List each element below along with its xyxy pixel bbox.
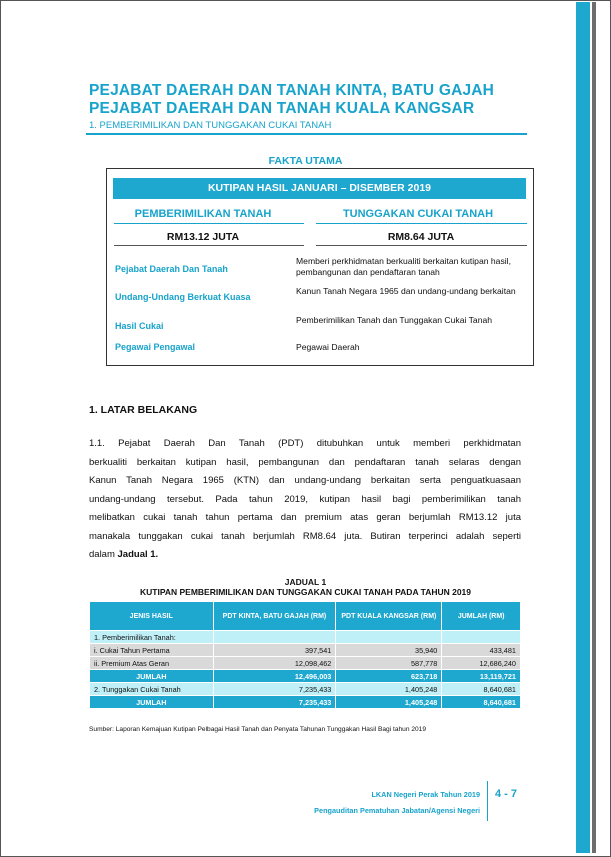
table-cell: 13,119,721 <box>442 670 521 683</box>
table-caption-number: JADUAL 1 <box>284 577 327 587</box>
table-cell: 587,778 <box>336 657 442 670</box>
table-caption-title: KUTIPAN PEMBERIMILIKAN DAN TUNGGAKAN CUKAI TANAH PADA TAHUN 2019 <box>139 587 472 597</box>
revenue-table <box>89 601 521 709</box>
section-heading: 1. LATAR BELAKANG <box>89 404 198 416</box>
table-row <box>90 683 521 696</box>
para-line: 1.1. Pejabat Daerah Dan Tanah (PDT) ditubuhkan untuk memberi perkhidmatan <box>89 438 521 449</box>
table-cell-label: i. Cukai Tahun Pertama <box>90 644 214 657</box>
header-rule <box>86 133 527 135</box>
table-cell <box>213 631 336 644</box>
fakta-left-heading: PEMBERIMILIKAN TANAH <box>134 208 272 220</box>
table-cell: 7,235,433 <box>213 696 336 709</box>
fact-value-pdt: Memberi perkhidmatan berkualiti berkaitan kutipan hasil, pembangunan dan pendaftaran tanah <box>296 256 511 277</box>
para-line: Kanun Tanah Negara 1965 (KTN) dan undang-undang berkaitan serta penguatkuasaan <box>89 475 521 486</box>
fact-value-undang: Kanun Tanah Negara 1965 dan undang-undang berkaitan <box>296 286 516 296</box>
table-cell-label: 1. Pemberimilikan Tanah: <box>90 631 214 644</box>
table-cell: 7,235,433 <box>213 683 336 696</box>
table-header-cell: JUMLAH (RM) <box>442 602 521 631</box>
fact-label-undang: Undang-Undang Berkuat Kuasa <box>115 292 251 302</box>
table-cell <box>336 631 442 644</box>
jadual-reference: Jadual 1. <box>117 549 159 560</box>
table-row <box>90 657 521 670</box>
table-cell-label: JUMLAH <box>90 670 214 683</box>
table-cell: 623,718 <box>336 670 442 683</box>
side-accent-bar <box>576 2 590 853</box>
fact-label-hasil: Hasil Cukai <box>115 321 164 331</box>
para-last-prefix: dalam <box>89 549 118 560</box>
fact-label-pegawai: Pegawai Pengawal <box>115 342 196 352</box>
table-cell: 12,098,462 <box>213 657 336 670</box>
table-cell-label: ii. Premium Atas Geran <box>90 657 214 670</box>
fact-label-pdt: Pejabat Daerah Dan Tanah <box>115 264 228 274</box>
fakta-left-rule2 <box>114 245 304 246</box>
table-cell <box>442 631 521 644</box>
side-shadow <box>592 2 596 853</box>
table-row <box>90 631 521 644</box>
table-cell-label: JUMLAH <box>90 696 214 709</box>
table-cell: 1,405,248 <box>336 683 442 696</box>
table-source: Sumber: Laporan Kemajuan Kutipan Pelbagai Hasil Tanah dan Penyata Tahunan Tunggakan Hasil Bagi tahun 2019 <box>89 726 427 733</box>
table-header-cell: PDT KUALA KANGSAR (RM) <box>336 602 442 631</box>
para-line: melibatkan cukai tanah tahun pertama dan premium atas geran berjumlah RM13.12 juta <box>89 512 521 523</box>
header-subtitle: 1. PEMBERIMILIKAN DAN TUNGGAKAN CUKAI TANAH <box>89 120 332 131</box>
table-header-cell: PDT KINTA, BATU GAJAH (RM) <box>213 602 336 631</box>
table-header-cell: JENIS HASIL <box>90 602 214 631</box>
para-line: undang-undang tersebut. Pada tahun 2019, kutipan hasil bagi pemberimilikan tanah <box>89 494 521 505</box>
para-line: berkualiti berkaitan kutipan hasil, pembangunan dan pendaftaran tanah selaras dengan <box>89 457 521 468</box>
fakta-right-rule <box>316 223 527 224</box>
footer-divider <box>487 781 488 821</box>
table-cell: 433,481 <box>442 644 521 657</box>
footer-report-subtitle: Pengauditan Pematuhan Jabatan/Agensi Negeri <box>314 806 480 815</box>
table-cell-label: 2. Tunggakan Cukai Tanah <box>90 683 214 696</box>
para-line-last <box>89 549 521 560</box>
table-cell: 8,640,681 <box>442 696 521 709</box>
table-cell: 1,405,248 <box>336 696 442 709</box>
fakta-left-value: RM13.12 JUTA <box>166 231 240 243</box>
table-cell: 8,640,681 <box>442 683 521 696</box>
table-total-row <box>90 696 521 709</box>
table-cell: 12,496,003 <box>213 670 336 683</box>
footer-report-title: LKAN Negeri Perak Tahun 2019 <box>371 790 480 799</box>
table-cell: 35,940 <box>336 644 442 657</box>
fakta-right-value: RM8.64 JUTA <box>387 231 455 243</box>
fakta-right-rule2 <box>316 245 527 246</box>
para-line: manakala tunggakan cukai tanah berjumlah RM8.64 juta. Butiran terperinci adalah seperti <box>89 531 521 542</box>
table-header-row <box>90 602 521 631</box>
fact-value-hasil: Pemberimilikan Tanah dan Tunggakan Cukai Tanah <box>296 315 493 325</box>
fact-value-pegawai: Pegawai Daerah <box>296 342 360 352</box>
table-total-row <box>90 670 521 683</box>
table-cell: 12,686,240 <box>442 657 521 670</box>
table-cell: 397,541 <box>213 644 336 657</box>
table-row <box>90 644 521 657</box>
header-title-line1: PEJABAT DAERAH DAN TANAH KINTA, BATU GAJAH <box>89 82 495 99</box>
fakta-title: FAKTA UTAMA <box>268 155 343 167</box>
fakta-band: KUTIPAN HASIL JANUARI – DISEMBER 2019 <box>113 178 526 199</box>
fakta-right-heading: TUNGGAKAN CUKAI TANAH <box>342 208 494 220</box>
header-title-line2: PEJABAT DAERAH DAN TANAH KUALA KANGSAR <box>89 100 475 117</box>
fakta-left-rule <box>114 223 304 224</box>
page-number: 4 - 7 <box>495 788 518 800</box>
